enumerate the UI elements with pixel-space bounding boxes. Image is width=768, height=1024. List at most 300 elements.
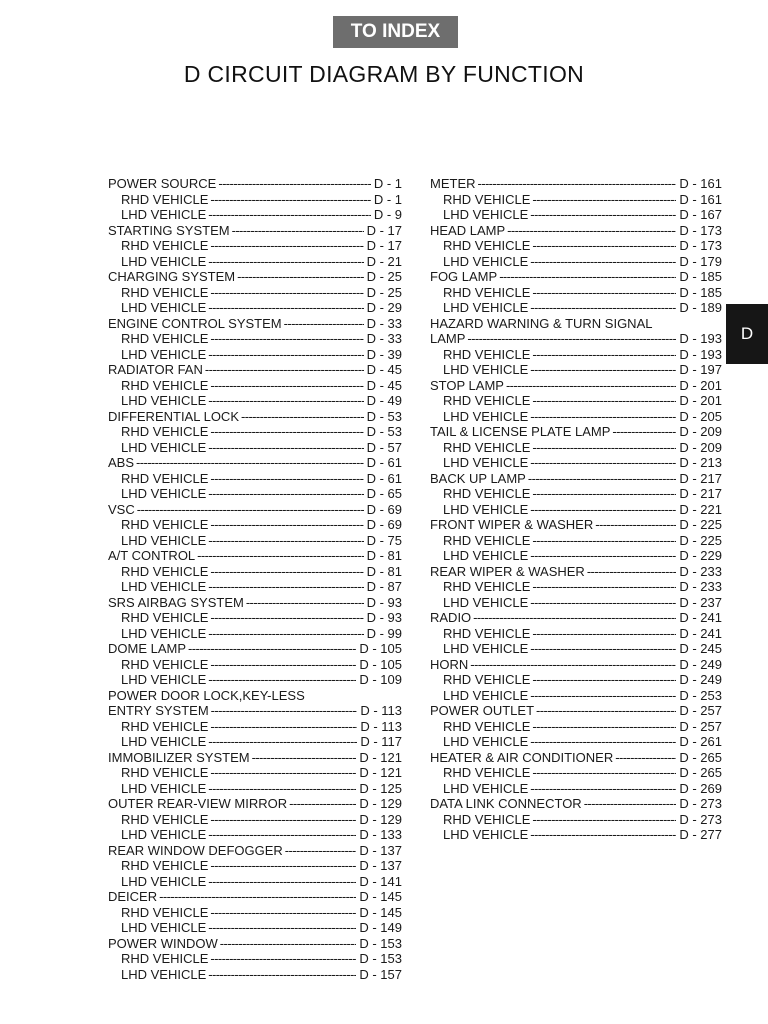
toc-subentry[interactable] [108,719,402,735]
dot-leader [218,176,370,192]
toc-page-number: D - 225 [679,532,722,548]
toc-entry[interactable] [430,471,722,487]
dot-leader [532,285,676,301]
toc-page-number: D - 145 [359,889,402,904]
dot-leader [208,207,371,223]
toc-entry-label: LHD VEHICLE [443,734,529,749]
toc-entry-label: LHD VEHICLE [121,532,207,548]
dot-leader [210,610,363,626]
toc-subentry[interactable] [108,781,402,797]
dot-leader [528,471,677,487]
toc-page-number: D - 257 [679,703,722,718]
toc-subentry[interactable] [430,207,722,223]
toc-entry-label: LHD VEHICLE [443,362,529,377]
toc-entry-label: LHD VEHICLE [121,393,207,408]
toc-entry[interactable] [108,409,402,425]
toc-page-number: D - 167 [679,207,722,222]
toc-entry[interactable] [108,796,402,812]
toc-page-number: D - 49 [366,393,402,408]
toc-page-number: D - 153 [359,935,402,951]
toc-subentry[interactable] [430,393,722,409]
toc-entry-label: RHD VEHICLE [443,439,531,455]
toc-page-number: D - 113 [360,703,402,718]
toc-page-number: D - 81 [366,548,402,563]
toc-page-number: D - 179 [679,253,722,269]
toc-subentry[interactable] [108,951,402,967]
toc-entry-label: LHD VEHICLE [443,455,529,470]
dot-leader [208,393,363,409]
toc-entry-label: RHD VEHICLE [121,424,209,439]
dot-leader [530,827,676,843]
dot-leader [208,300,363,316]
toc-page-number: D - 33 [366,315,402,331]
toc-entry[interactable] [430,657,722,673]
dot-leader [208,347,363,363]
toc-page-number: D - 29 [366,300,402,315]
toc-entry-label: RHD VEHICLE [121,765,209,780]
toc-page-number: D - 105 [359,656,402,672]
toc-page-number: D - 233 [679,563,722,579]
toc-subentry[interactable] [430,641,722,657]
toc-entry-label: RHD VEHICLE [443,718,531,734]
toc-entry-label: LHD VEHICLE [121,625,207,641]
toc-subentry[interactable] [430,626,722,642]
toc-entry[interactable] [430,610,722,626]
toc-subentry[interactable] [108,967,402,983]
toc-subentry[interactable] [108,626,402,642]
toc-subentry[interactable] [108,579,402,595]
dot-leader [188,641,356,657]
toc-entry-label: LHD VEHICLE [121,300,207,315]
dot-leader [530,502,676,518]
dot-leader [473,610,676,626]
toc-page-number: D - 201 [679,377,722,393]
dot-leader [467,331,676,347]
toc-page-number: D - 117 [360,734,402,749]
toc-entry-label: VSC [108,501,135,517]
dot-leader [208,920,356,936]
toc-subentry[interactable] [108,254,402,270]
toc-subentry[interactable] [430,300,722,316]
toc-entry[interactable] [108,362,402,378]
toc-entry-label: LHD VEHICLE [443,780,529,796]
toc-entry[interactable] [430,176,722,192]
toc-page-number: D - 53 [366,424,402,439]
toc-entry-label: POWER OUTLET [430,703,535,718]
toc-subentry[interactable] [108,657,402,673]
dot-leader [241,409,364,425]
dot-leader [197,548,363,564]
toc-entry[interactable] [430,223,722,239]
dot-leader [220,936,357,952]
dot-leader [530,781,676,797]
toc-page-number: D - 209 [679,439,722,455]
dot-leader [210,471,363,487]
dot-leader [210,765,356,781]
dot-leader [470,657,676,673]
toc-subentry[interactable] [108,672,402,688]
dot-leader [532,440,676,456]
dot-leader [208,734,357,750]
toc-entry-label: LHD VEHICLE [121,966,207,982]
toc-page-number: D - 17 [366,238,402,253]
toc-page-number: D - 125 [359,780,402,796]
toc-entry-label: OUTER REAR-VIEW MIRROR [108,796,288,811]
dot-leader [208,579,363,595]
toc-entry[interactable] [430,750,722,766]
toc-subentry[interactable] [430,254,722,270]
toc-subentry[interactable] [430,765,722,781]
toc-page-number: D - 173 [679,238,722,253]
toc-page-number: D - 185 [679,284,722,300]
toc-entry-label: LHD VEHICLE [121,253,207,269]
toc-page-number: D - 137 [359,858,402,873]
toc-subentry[interactable] [430,533,722,549]
toc-entry[interactable] [108,176,402,192]
toc-page-number: D - 93 [366,610,402,625]
toc-subentry[interactable] [108,486,402,502]
toc-subentry[interactable] [108,827,402,843]
toc-entry[interactable] [430,378,722,394]
toc-page-number: D - 273 [679,796,722,811]
toc-entry-label: IMMOBILIZER SYSTEM [108,749,250,765]
toc-page-number: D - 133 [359,827,402,842]
toc-entry-label: DIFFERENTIAL LOCK [108,408,239,424]
toc-subentry[interactable] [430,362,722,378]
toc-page-number: D - 45 [366,377,402,393]
dot-leader [478,176,677,192]
toc-entry[interactable] [430,331,722,347]
toc-entry-label: LHD VEHICLE [121,873,207,889]
toc-subentry[interactable] [430,548,722,564]
dot-leader [210,719,357,735]
toc-page-number: D - 141 [359,873,402,889]
toc-entry[interactable] [108,316,402,332]
toc-right-column [430,176,722,843]
toc-page-number: D - 99 [366,625,402,641]
toc-entry-label: RHD VEHICLE [443,238,531,253]
toc-entry-label: HEAD LAMP [430,222,506,238]
dot-leader [532,533,676,549]
toc-page-number: D - 257 [679,718,722,734]
toc-subentry[interactable] [108,564,402,580]
toc-entry[interactable] [430,269,722,285]
dot-leader [208,672,356,688]
toc-entry-label: RHD VEHICLE [121,811,209,827]
dot-leader [530,595,676,611]
toc-page-number: D - 61 [366,455,402,470]
toc-subentry[interactable] [108,874,402,890]
dot-leader [532,238,676,254]
dot-leader [530,455,676,471]
toc-page-number: D - 249 [679,672,722,687]
toc-page-number: D - 261 [679,734,722,749]
toc-page-number: D - 241 [679,610,722,625]
toc-entry[interactable] [108,936,402,952]
toc-subentry[interactable] [430,595,722,611]
toc-subentry[interactable] [108,920,402,936]
toc-page-number: D - 25 [366,269,402,284]
toc-subentry[interactable] [108,440,402,456]
toc-entry[interactable] [430,564,722,580]
toc-entry-label: RHD VEHICLE [443,765,531,780]
toc-entry-label: A/T CONTROL [108,548,196,563]
toc-subentry[interactable] [430,827,722,843]
toc-entry-label: BACK UP LAMP [430,470,526,486]
dot-leader [284,316,364,332]
toc-subentry[interactable] [108,533,402,549]
toc-entry[interactable] [108,750,402,766]
dot-leader [246,595,364,611]
toc-subentry[interactable] [430,455,722,471]
toc-page-number: D - 269 [679,780,722,796]
dot-leader [210,331,363,347]
toc-entry-label: DATA LINK CONNECTOR [430,796,582,811]
toc-page-number: D - 1 [373,191,402,207]
dot-leader [536,703,676,719]
toc-entry-label: REAR WINDOW DEFOGGER [108,842,283,858]
toc-entry[interactable] [108,455,402,471]
toc-subentry[interactable] [430,409,722,425]
dot-leader [210,424,363,440]
toc-subentry[interactable] [430,781,722,797]
toc-subentry[interactable] [108,393,402,409]
toc-subentry[interactable] [108,905,402,921]
toc-entry-label: LHD VEHICLE [121,579,207,594]
toc-page-number: D - 241 [679,625,722,641]
toc-page-number: D - 61 [366,470,402,486]
toc-entry[interactable] [108,269,402,285]
toc-subentry[interactable] [430,688,722,704]
toc-page-number: D - 137 [359,842,402,858]
dot-leader [530,300,676,316]
toc-entry[interactable] [108,595,402,611]
toc-entry-label: RHD VEHICLE [121,377,209,393]
toc-subentry[interactable] [108,734,402,750]
dot-leader [208,967,356,983]
dot-leader [137,502,364,518]
toc-entry[interactable] [430,703,722,719]
dot-leader [210,378,363,394]
dot-leader [532,192,676,208]
toc-page-number: D - 65 [366,486,402,501]
toc-page-number: D - 21 [366,253,402,269]
toc-page-number: D - 81 [366,563,402,579]
toc-page-number: D - 145 [359,904,402,920]
toc-subentry[interactable] [430,192,722,208]
toc-page-number: D - 209 [679,424,722,439]
dot-leader [136,455,364,471]
toc-page-number: D - 113 [360,718,402,734]
toc-entry-label: RHD VEHICLE [121,656,209,672]
toc-subentry[interactable] [108,285,402,301]
toc-subentry[interactable] [108,207,402,223]
toc-entry[interactable] [108,548,402,564]
toc-subentry[interactable] [108,858,402,874]
toc-entry-label: RHD VEHICLE [121,858,209,873]
dot-leader [530,254,676,270]
toc-subentry[interactable] [430,285,722,301]
toc-entry-label: RHD VEHICLE [443,532,531,548]
toc-entry-label: STOP LAMP [430,377,504,393]
toc-entry-label: RHD VEHICLE [121,718,209,734]
toc-subentry[interactable] [430,486,722,502]
dot-leader [208,874,356,890]
toc-page-number: D - 173 [679,222,722,238]
toc-page-number: D - 129 [359,811,402,827]
toc-entry-label: ABS [108,455,135,470]
toc-page-number: D - 69 [366,501,402,517]
toc-page-number: D - 109 [359,672,402,687]
toc-page-number: D - 57 [366,439,402,455]
to-index-button[interactable]: TO INDEX [333,16,458,48]
toc-page-number: D - 105 [359,641,402,656]
toc-entry-label: RHD VEHICLE [443,191,531,207]
toc-entry[interactable] [108,223,402,239]
toc-entry-label: LHD VEHICLE [121,672,207,687]
toc-subentry[interactable] [430,440,722,456]
toc-entry-label: POWER WINDOW [108,935,218,951]
toc-entry-label: LHD VEHICLE [121,439,207,455]
toc-page-number: D - 249 [679,656,722,672]
toc-page-number: D - 185 [679,269,722,284]
toc-page-number: D - 189 [679,300,722,315]
dot-leader [208,781,356,797]
toc-page-number: D - 233 [679,579,722,594]
toc-entry-label: LHD VEHICLE [443,501,529,517]
dot-leader [237,269,363,285]
dot-leader [530,734,676,750]
dot-leader [210,657,356,673]
toc-entry-label: FOG LAMP [430,269,498,284]
toc-subentry[interactable] [430,672,722,688]
dot-leader [532,393,676,409]
toc-page-number: D - 53 [366,408,402,424]
toc-entry-label: RHD VEHICLE [443,486,531,501]
dot-leader [532,812,676,828]
dot-leader [210,192,370,208]
toc-entry[interactable] [108,703,402,719]
toc-page-number: D - 237 [679,594,722,610]
toc-page-number: D - 45 [366,362,402,377]
toc-subentry[interactable] [108,517,402,533]
toc-page-number: D - 87 [366,579,402,594]
toc-subentry[interactable] [430,347,722,363]
toc-subentry[interactable] [108,347,402,363]
toc-subentry[interactable] [108,812,402,828]
toc-entry[interactable] [430,424,722,440]
toc-entry-label: LHD VEHICLE [443,827,529,842]
toc-left-column [108,176,402,982]
toc-entry-label: RHD VEHICLE [121,517,209,532]
toc-entry-label: DOME LAMP [108,641,187,656]
toc-entry-label: LHD VEHICLE [443,408,529,424]
toc-entry-label: LHD VEHICLE [121,920,207,935]
toc-page-number: D - 69 [366,517,402,532]
dot-leader [530,207,676,223]
toc-entry-label: LHD VEHICLE [443,594,529,610]
toc-subentry[interactable] [108,424,402,440]
toc-entry-label: STARTING SYSTEM [108,222,230,238]
section-tab-d[interactable]: D [726,304,768,364]
toc-entry-label: RHD VEHICLE [121,563,209,579]
dot-leader [208,533,363,549]
toc-subentry[interactable] [108,471,402,487]
toc-entry-label: FRONT WIPER & WASHER [430,517,594,532]
toc-page-number: D - 17 [366,222,402,238]
toc-entry-label: LHD VEHICLE [443,207,529,222]
toc-page-number: D - 25 [366,284,402,300]
toc-subentry[interactable] [430,238,722,254]
toc-subentry[interactable] [108,378,402,394]
toc-entry-label: RHD VEHICLE [121,951,209,966]
dot-leader [208,440,363,456]
toc-subentry[interactable] [430,502,722,518]
toc-entry-label: RHD VEHICLE [443,811,531,827]
toc-entry-label: RHD VEHICLE [121,191,209,207]
toc-entry[interactable] [108,889,402,905]
toc-subentry[interactable] [108,331,402,347]
toc-entry-label: CHARGING SYSTEM [108,269,236,284]
dot-leader [208,254,363,270]
dot-leader [159,889,356,905]
toc-page-number: D - 121 [359,765,402,780]
toc-subentry[interactable] [108,192,402,208]
toc-page-number: D - 1 [373,176,402,191]
toc-entry-label: RHD VEHICLE [443,393,531,408]
dot-leader [506,378,676,394]
dot-leader [285,843,357,859]
toc-subentry[interactable] [430,734,722,750]
toc-subentry[interactable] [430,719,722,735]
toc-entry-label: RHD VEHICLE [121,238,209,253]
toc-page-number: D - 75 [366,532,402,548]
toc-entry-label: RHD VEHICLE [121,284,209,300]
dot-leader [530,409,676,425]
dot-leader [584,796,677,812]
toc-subentry[interactable] [430,812,722,828]
toc-entry[interactable] [108,502,402,518]
toc-entry-label: RHD VEHICLE [443,672,531,687]
toc-subentry[interactable] [430,579,722,595]
toc-entry-label: REAR WIPER & WASHER [430,563,585,579]
toc-entry-label: LAMP [430,331,466,346]
toc-entry-label: LHD VEHICLE [443,253,529,269]
toc-entry-label: RADIO [430,610,472,625]
toc-entry[interactable] [108,641,402,657]
toc-entry[interactable] [430,517,722,533]
toc-entry-label: ENGINE CONTROL SYSTEM [108,315,282,331]
toc-subentry[interactable] [108,610,402,626]
toc-subentry[interactable] [108,765,402,781]
toc-entry[interactable] [430,796,722,812]
toc-page-number: D - 197 [679,362,722,377]
toc-page-number: D - 121 [359,749,402,765]
toc-page-number: D - 213 [679,455,722,470]
toc-subentry[interactable] [108,300,402,316]
dot-leader [210,858,356,874]
toc-entry-label: HAZARD WARNING & TURN SIGNAL [430,315,653,331]
toc-page-number: D - 229 [679,548,722,563]
toc-subentry[interactable] [108,238,402,254]
toc-entry[interactable] [108,843,402,859]
toc-page-number: D - 273 [679,811,722,827]
toc-page-number: D - 245 [679,641,722,656]
toc-entry-label: POWER DOOR LOCK,KEY-LESS [108,687,305,703]
toc-page-number: D - 277 [679,827,722,842]
dot-leader [210,951,356,967]
toc-entry-label: HEATER & AIR CONDITIONER [430,749,614,765]
